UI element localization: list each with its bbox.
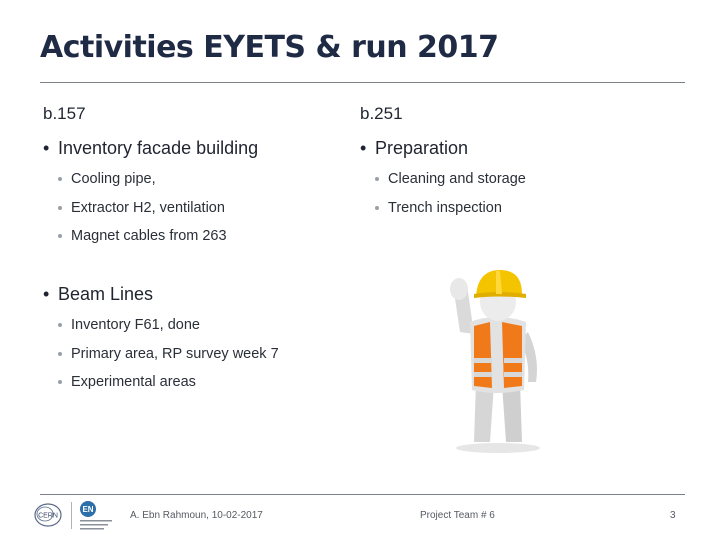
subbullet-item <box>43 226 333 255</box>
subbullet-text: Trench inspection <box>388 199 502 216</box>
bullet-inventory-facade <box>43 138 333 159</box>
subbullet-item <box>43 169 333 198</box>
subbullet-dot <box>58 206 62 210</box>
bullet-preparation <box>360 138 690 159</box>
logo-divider <box>71 502 72 529</box>
cern-logo-text: CERN <box>38 512 58 520</box>
subbullet-text: Experimental areas <box>71 374 196 390</box>
subbullet-item <box>360 198 690 227</box>
footer-divider <box>40 494 685 495</box>
left-column <box>43 104 333 255</box>
slide-title: Activities EYETS & run 2017 <box>40 30 499 65</box>
bullet-beam-lines <box>43 284 343 305</box>
subbullet-text: Inventory F61, done <box>71 317 200 333</box>
subbullet-dot <box>58 177 62 181</box>
vest-left <box>474 322 492 388</box>
right-column <box>360 104 690 226</box>
en-department-logo-icon <box>78 500 114 532</box>
subbullet-dot <box>58 323 62 327</box>
bullet-text: Inventory facade building <box>58 138 259 158</box>
subbullet-item <box>43 315 343 344</box>
subbullet-text: Extractor H2, ventilation <box>71 199 225 216</box>
subbullet-text: Cleaning and storage <box>388 171 526 187</box>
footer-author-date: A. Ebn Rahmoun, 10-02-2017 <box>130 510 263 521</box>
subbullet-item <box>43 344 343 373</box>
subbullet-dot <box>375 177 379 181</box>
page-number: 3 <box>670 510 676 521</box>
subbullet-item <box>360 169 690 198</box>
cern-logo-icon <box>33 502 63 528</box>
title-divider <box>40 82 685 83</box>
subbullet-text: Cooling pipe, <box>71 171 156 187</box>
subbullet-dot <box>58 380 62 384</box>
subbullet-dot <box>58 352 62 356</box>
left-heading: b.157 <box>43 104 86 123</box>
construction-worker-illustration <box>440 262 555 454</box>
footer-team: Project Team # 6 <box>420 510 495 521</box>
subbullet-dot <box>375 206 379 210</box>
en-logo-text: EN <box>82 505 94 514</box>
bullet-dot: • <box>43 284 50 304</box>
subbullet-text: Primary area, RP survey week 7 <box>71 345 279 362</box>
subbullet-dot <box>58 234 62 238</box>
beam-lines-section <box>43 284 343 401</box>
vest-right <box>502 322 522 388</box>
right-heading: b.251 <box>360 104 403 123</box>
bullet-text: Preparation <box>375 138 469 158</box>
bullet-dot: • <box>360 138 367 158</box>
subbullet-item <box>43 372 343 401</box>
bullet-dot: • <box>43 138 50 158</box>
subbullet-item <box>43 198 333 227</box>
subbullet-text: Magnet cables from 263 <box>71 228 227 244</box>
bullet-text: Beam Lines <box>58 284 154 304</box>
